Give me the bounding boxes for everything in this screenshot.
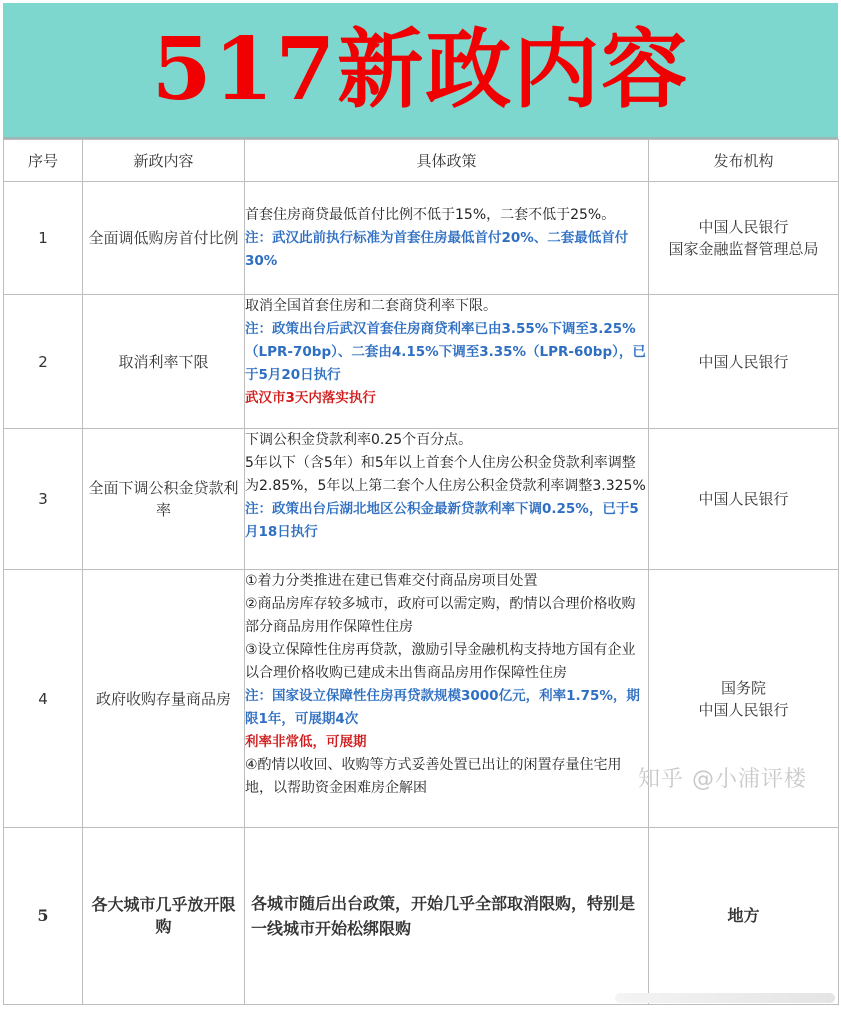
org-name: 国务院 (720, 678, 766, 697)
row-policy (245, 828, 649, 1005)
org-name: 中国人民银行 (698, 352, 789, 371)
policy-table (3, 139, 839, 1005)
policy-highlight: 武汉市3天内落实执行 (245, 390, 376, 406)
org-name: 国家金融监督管理总局 (668, 240, 819, 258)
row-org (649, 828, 839, 1005)
policy-text: ③设立保障性住房再贷款，激励引导金融机构支持地方国有企业以合理价格收购已建成未出售商品房用作保障性住房 (245, 642, 636, 681)
policy-text: ④酌情以收回、收购等方式妥善处置已出让的闲置存量住宅用地，以帮助资金困难房企解困 (245, 757, 622, 796)
org-name: 地方 (727, 906, 760, 925)
policy-note: 注：国家设立保障性住房再贷款规模3000亿元，利率1.75%，期限1年，可展期4次 (245, 688, 640, 727)
row-org (649, 429, 839, 570)
org-name: 中国人民银行 (698, 490, 789, 508)
row-policy (245, 295, 649, 429)
row-number: 5 (4, 828, 83, 1005)
policy-note: 注：政策出台后湖北地区公积金最新贷款利率下调0.25%，已于5月18日执行 (245, 501, 639, 540)
row-org (649, 182, 839, 295)
title-banner (3, 3, 838, 139)
table-row (4, 182, 839, 295)
row-number: 3 (4, 429, 83, 570)
row-policy (245, 570, 649, 828)
table-row (4, 828, 839, 1005)
policy-text: 取消全国首套住房和二套商贷利率下限。 (245, 298, 497, 314)
row-org (649, 295, 839, 429)
watermark: 知乎 @小浦评楼 (638, 767, 807, 792)
page-title: 517新政内容 (151, 19, 690, 120)
header-row (4, 140, 839, 182)
row-content: 各大城市几乎放开限购 (83, 828, 245, 1005)
row-number: 1 (4, 182, 83, 295)
row-content: 取消利率下限 (83, 295, 245, 429)
header-num: 序号 (4, 140, 83, 182)
policy-text: ②商品房库存较多城市，政府可以需定购，酌情以合理价格收购部分商品房用作保障性住房 (245, 596, 636, 635)
policy-text: ①着力分类推进在建已售难交付商品房项目处置 (245, 573, 538, 589)
policy-text: 首套住房商贷最低首付比例不低于15%，二套不低于25%。 (245, 206, 616, 223)
table-row (4, 295, 839, 429)
org-name: 中国人民银行 (698, 700, 789, 719)
scroll-indicator (615, 993, 835, 1003)
policy-text: 各城市随后出台政策，开始几乎全部取消限购，特别是一线城市开始松绑限购 (251, 894, 636, 938)
policy-text: 下调公积金贷款利率0.25个百分点。 (245, 432, 473, 448)
row-number: 2 (4, 295, 83, 429)
row-policy (245, 429, 649, 570)
policy-note: 注：政策出台后武汉首套住房商贷利率已由3.55%下调至3.25%（LPR-70bp）、二套由4.15%下调至3.35%（LPR-60bp），已于5月20日执行 (245, 321, 646, 383)
header-policy: 具体政策 (245, 140, 649, 182)
header-content: 新政内容 (83, 140, 245, 182)
row-content: 政府收购存量商品房 (83, 570, 245, 828)
table-row (4, 429, 839, 570)
header-org: 发布机构 (649, 140, 839, 182)
policy-note: 注：武汉此前执行标准为首套住房最低首付20%、二套最低首付30% (245, 229, 629, 269)
policy-text: 5年以下（含5年）和5年以上首套个人住房公积金贷款利率调整为2.85%，5年以上第二套个人住房公积金贷款利率调整3.325% (245, 455, 646, 494)
row-content: 全面下调公积金贷款利率 (83, 429, 245, 570)
policy-highlight: 利率非常低，可展期 (245, 734, 367, 750)
row-number: 4 (4, 570, 83, 828)
row-content: 全面调低购房首付比例 (83, 182, 245, 295)
org-name: 中国人民银行 (698, 218, 789, 236)
row-policy (245, 182, 649, 295)
